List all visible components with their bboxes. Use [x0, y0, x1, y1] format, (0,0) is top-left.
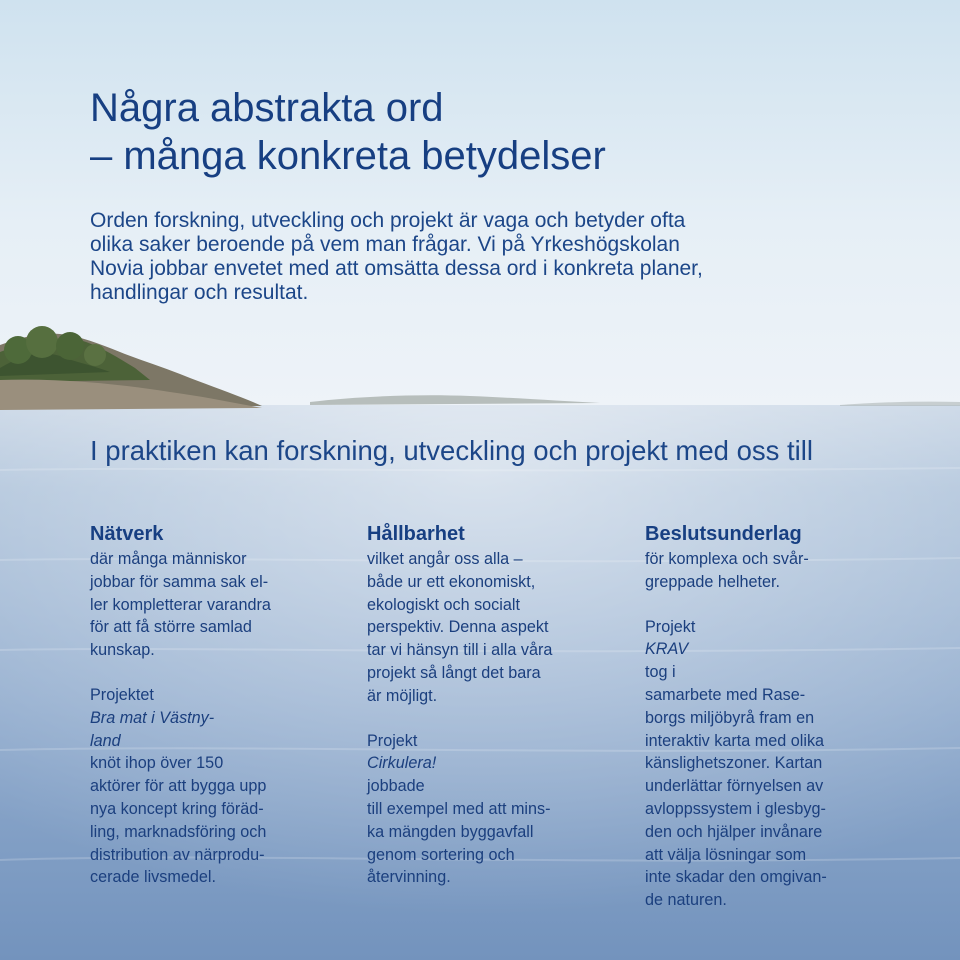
text-line: Projektet Bra mat i Västny-: [90, 685, 215, 727]
text-line: projekt så långt det bara: [367, 663, 541, 682]
text-line: Projekt KRAV tog i: [645, 617, 696, 682]
project-example: [367, 730, 627, 890]
text-line: tar vi hänsyn till i alla våra: [367, 641, 553, 660]
text-line: nya koncept kring föräd-: [90, 799, 264, 818]
text-line: återvinning.: [367, 868, 451, 887]
text-line: är möjligt.: [367, 686, 438, 705]
intro-line: handlingar och resultat.: [90, 281, 309, 304]
text-line: den och hjälper invånare: [645, 822, 823, 841]
text-line: distribution av närprodu-: [90, 845, 265, 864]
project-name: KRAV: [645, 640, 689, 659]
text-line: borgs miljöbyrå fram en: [645, 708, 815, 727]
text-line: Projekt Cirkulera! jobbade: [367, 731, 437, 796]
text-line: där många människor: [90, 550, 247, 568]
text-line: perspektiv. Denna aspekt: [367, 618, 549, 637]
column-description: [645, 548, 905, 594]
text-line: ler kompletterar varandra: [90, 595, 271, 614]
column-description: [367, 548, 627, 708]
text-line: samarbete med Rase-: [645, 685, 806, 704]
text-line: känslighetszoner. Kartan: [645, 754, 823, 773]
text-line: genom sortering och: [367, 845, 515, 864]
project-example: [90, 684, 350, 889]
title-line: – många konkreta betydelser: [90, 134, 606, 178]
text-line: ling, marknadsföring och: [90, 822, 267, 841]
text-line: interaktiv karta med olika: [645, 731, 825, 750]
intro-line: olika saker beroende på vem man frågar. Vi på Yrkeshögskolan: [90, 233, 680, 256]
text-line: inte skadar den omgivan-: [645, 868, 827, 887]
text-line: för komplexa och svår-: [645, 550, 809, 568]
text-line: vilket angår oss alla –: [367, 550, 523, 568]
text-line: de naturen.: [645, 891, 727, 910]
title-line: Några abstrakta ord: [90, 86, 444, 130]
page-title: [90, 84, 930, 180]
project-name: Cirkulera!: [367, 754, 437, 773]
text-line: ka mängden byggavfall: [367, 822, 534, 841]
project-name: land: [90, 731, 121, 750]
column-heading: Nätverk: [90, 523, 164, 545]
project-example: [645, 616, 905, 912]
text-line: underlättar förnyelsen av: [645, 777, 824, 796]
intro-paragraph: [90, 209, 910, 305]
text-line: att välja lösningar som: [645, 845, 807, 864]
column-beslutsunderlag: [645, 520, 905, 912]
intro-line: Orden forskning, utveckling och projekt är vaga och betyder ofta: [90, 209, 686, 232]
text-line: cerade livsmedel.: [90, 868, 216, 887]
column-hallbarhet: [367, 520, 627, 889]
text-line: ekologiskt och socialt: [367, 595, 520, 614]
text-line: avloppssystem i glesbyg-: [645, 799, 826, 818]
text-line: greppade helheter.: [645, 572, 781, 591]
section-subtitle: I praktiken kan forskning, utveckling och projekt med oss till: [90, 435, 813, 466]
column-description: [90, 548, 350, 662]
project-name: Bra mat i Västny-: [90, 708, 215, 727]
text-line: både ur ett ekonomiskt,: [367, 572, 536, 591]
intro-line: Novia jobbar envetet med att omsätta dessa ord i konkreta planer,: [90, 257, 703, 280]
column-heading: Hållbarhet: [367, 523, 465, 545]
column-natverk: [90, 520, 350, 889]
column-heading: Beslutsunderlag: [645, 523, 802, 545]
text-line: till exempel med att mins-: [367, 799, 551, 818]
text-line: kunskap.: [90, 641, 155, 660]
text-line: land knöt ihop över 150: [90, 731, 224, 773]
text-line: jobbar för samma sak el-: [90, 572, 269, 591]
text-line: aktörer för att bygga upp: [90, 777, 267, 796]
text-line: för att få större samlad: [90, 618, 252, 637]
